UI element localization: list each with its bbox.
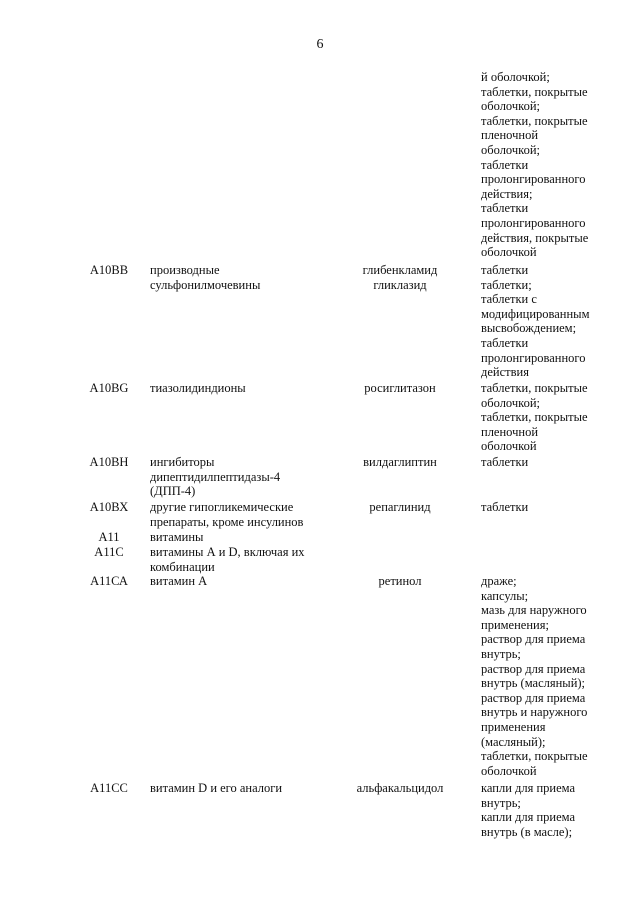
dosage-form-line: таблетки — [481, 201, 529, 216]
group-name-cell — [150, 530, 340, 545]
dosage-form-line: таблетки, покрытые — [481, 113, 588, 128]
dosage-form-line: (масляный); — [481, 734, 546, 749]
dosage-form-line: оболочкой; — [481, 142, 540, 157]
dosage-form-line: драже; — [481, 574, 517, 588]
dosage-form-line: капли для приема — [481, 810, 576, 825]
dosage-form-line: таблетки, покрытые — [481, 410, 588, 425]
group-name-cell — [150, 381, 340, 396]
dosage-form-line: таблетки с — [481, 292, 537, 307]
dosage-form-line: раствор для приема — [481, 661, 586, 676]
group-name-cell — [150, 574, 340, 589]
inn-cell — [338, 574, 462, 589]
dosage-form-line: оболочкой — [481, 763, 537, 778]
inn-cell — [338, 500, 462, 515]
group-name-line: комбинации — [150, 559, 215, 574]
inn-name: вилдаглиптин — [363, 455, 437, 469]
group-name-line: (ДПП-4) — [150, 484, 196, 499]
inn-name: ретинол — [378, 574, 422, 588]
group-name-line: дипептидилпептидазы-4 — [150, 469, 281, 484]
dosage-form-line: внутрь (масляный); — [481, 676, 586, 691]
dosage-form-line: таблетки, покрытые — [481, 749, 588, 764]
atc-code: А11С — [94, 545, 124, 559]
dosage-form-line: внутрь; — [481, 646, 521, 661]
dosage-forms-cell — [481, 381, 631, 454]
group-name-line: сульфонилмочевины — [150, 277, 261, 292]
dosage-form-line: внутрь; — [481, 795, 521, 810]
group-name-cell — [150, 500, 340, 529]
atc-code: А10ВХ — [89, 500, 129, 514]
dosage-form-line: действия — [481, 365, 529, 380]
inn-name: росиглитазон — [364, 381, 436, 395]
dosage-form-line: таблетки — [481, 455, 529, 469]
dosage-form-line: капсулы; — [481, 588, 529, 603]
group-name-cell — [150, 545, 340, 574]
dosage-form-line: таблетки, покрытые — [481, 381, 588, 395]
dosage-form-line: таблетки, покрытые — [481, 84, 588, 99]
atc-code: А10ВG — [89, 381, 129, 395]
group-name-cell — [150, 781, 340, 796]
dosage-form-line: таблетки — [481, 157, 529, 172]
dosage-forms-cell — [481, 70, 631, 260]
page-number: 6 — [316, 37, 324, 52]
dosage-form-line: пленочной — [481, 424, 539, 439]
inn-cell — [338, 381, 462, 396]
atc-code: А11 — [98, 530, 120, 544]
dosage-form-line: таблетки — [481, 335, 529, 350]
atc-code: А10ВН — [89, 455, 129, 469]
dosage-forms-cell — [481, 455, 631, 470]
dosage-form-line: пролонгированного — [481, 172, 586, 187]
group-name-line: препараты, кроме инсулинов — [150, 514, 304, 529]
inn-name: репаглинид — [369, 500, 431, 514]
atc-code: А10ВВ — [89, 263, 129, 277]
dosage-form-line: действия, покрытые — [481, 230, 589, 245]
dosage-form-line: пролонгированного — [481, 215, 586, 230]
dosage-form-line: мазь для наружного — [481, 603, 587, 618]
dosage-form-line: пролонгированного — [481, 350, 586, 365]
dosage-form-line: раствор для приема — [481, 632, 586, 647]
dosage-form-line: оболочкой — [481, 245, 537, 260]
dosage-form-line: й оболочкой; — [481, 70, 550, 84]
group-name-line: другие гипогликемические — [150, 500, 294, 514]
dosage-form-line: внутрь и наружного — [481, 705, 588, 720]
dosage-forms-cell — [481, 500, 631, 515]
dosage-forms-cell — [481, 574, 631, 778]
dosage-form-line: раствор для приема — [481, 690, 586, 705]
dosage-form-line: применения — [481, 719, 546, 734]
group-name-cell — [150, 263, 340, 292]
dosage-form-line: применения; — [481, 617, 549, 632]
dosage-form-line: внутрь (в масле); — [481, 824, 573, 839]
inn-cell — [338, 781, 462, 796]
group-name-line: тиазолидиндионы — [150, 381, 246, 395]
inn-name: глибенкламид — [362, 263, 438, 277]
dosage-form-line: пленочной — [481, 128, 539, 143]
group-name-line: производные — [150, 263, 220, 277]
group-name-line: ингибиторы — [150, 455, 215, 469]
dosage-form-line: таблетки — [481, 500, 529, 514]
group-name-line: витамины — [150, 530, 204, 544]
atc-code: А11СА — [90, 574, 128, 588]
dosage-form-line: оболочкой; — [481, 99, 540, 114]
dosage-form-line: оболочкой; — [481, 395, 540, 410]
dosage-form-line: таблетки — [481, 263, 529, 277]
group-name-line: витамин D и его аналоги — [150, 781, 283, 795]
group-name-line: витамины А и D, включая их — [150, 545, 305, 559]
dosage-form-line: капли для приема — [481, 781, 576, 795]
dosage-forms-cell — [481, 781, 631, 839]
inn-cell — [338, 455, 462, 470]
dosage-forms-cell — [481, 263, 631, 380]
inn-name: альфакальцидол — [356, 781, 444, 795]
dosage-form-line: оболочкой — [481, 439, 537, 454]
group-name-cell — [150, 455, 340, 499]
atc-code: А11СС — [90, 781, 128, 795]
dosage-form-line: таблетки; — [481, 277, 532, 292]
dosage-form-line: действия; — [481, 186, 533, 201]
dosage-form-line: высвобождением; — [481, 321, 577, 336]
dosage-form-line: модифицированным — [481, 306, 590, 321]
group-name-line: витамин А — [150, 574, 208, 588]
inn-cell — [338, 263, 462, 292]
inn-name: гликлазид — [373, 277, 427, 292]
